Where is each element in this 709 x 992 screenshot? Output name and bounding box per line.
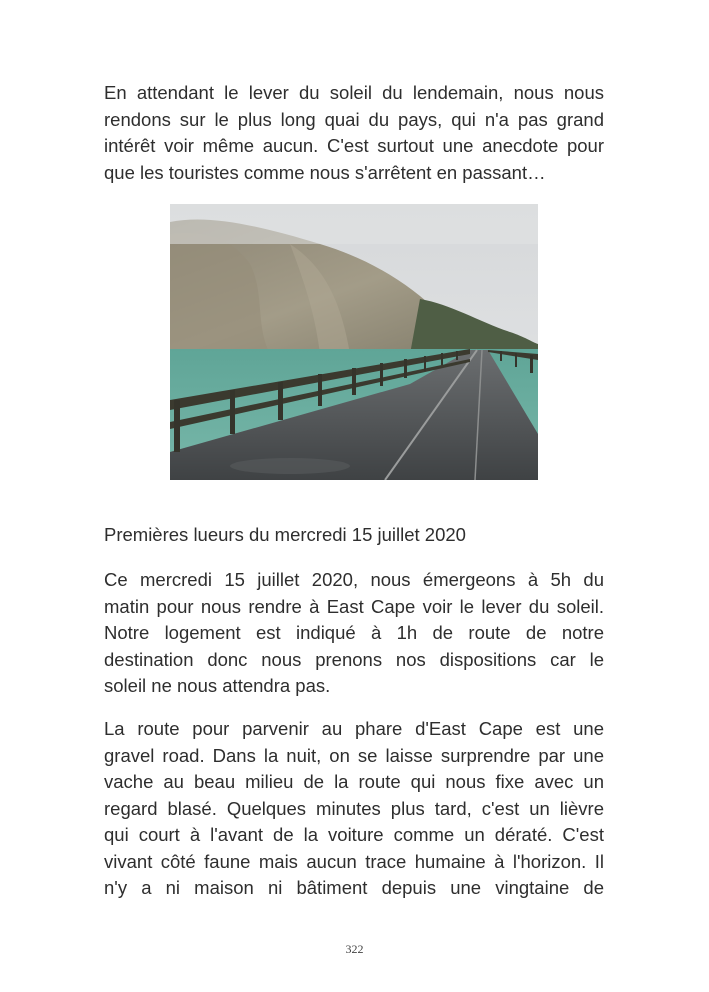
section-title: Premières lueurs du mercredi 15 juillet 2020: [104, 524, 466, 545]
page-number: 322: [345, 942, 364, 956]
text-line: qui court à l'avant de la voiture comme un dératé. C'est: [104, 824, 604, 845]
intro-paragraph: [104, 80, 604, 186]
paragraph-2: [104, 716, 604, 902]
text-line: matin pour nous rendre à East Cape voir le lever du soleil.: [104, 595, 604, 617]
text-line: rendons sur le plus long quai du pays, qui n'a pas grand: [104, 108, 604, 130]
text-line: Notre logement est indiqué à 1h de route de notre: [104, 622, 604, 643]
text-line: que les touristes comme nous s'arrêtent en passant…: [104, 161, 546, 183]
text-line: destination donc nous prenons nos dispositions car le: [104, 648, 604, 670]
text-line: En attendant le lever du soleil du lendemain, nous nous: [104, 82, 604, 103]
text-line: intérêt voir même aucun. C'est surtout une anecdote pour: [104, 135, 604, 156]
text-line: vache au beau milieu de la route qui nous fixe avec un: [104, 771, 604, 792]
text-line: vivant côté faune mais aucun trace humaine à l'horizon. Il: [104, 850, 604, 872]
text-line: gravel road. Dans la nuit, on se laisse surprendre par une: [104, 744, 604, 766]
paragraph-1: [104, 567, 604, 700]
text-line: regard blasé. Quelques minutes plus tard, c'est un lièvre: [104, 797, 604, 819]
text-line: Ce mercredi 15 juillet 2020, nous émergeons à 5h du: [104, 569, 604, 590]
pier-photo: [170, 204, 538, 480]
text-line: La route pour parvenir au phare d'East Cape est une: [104, 718, 604, 739]
text-line: n'y a ni maison ni bâtiment depuis une vingtaine de: [104, 877, 604, 898]
text-line: soleil ne nous attendra pas.: [104, 675, 331, 696]
